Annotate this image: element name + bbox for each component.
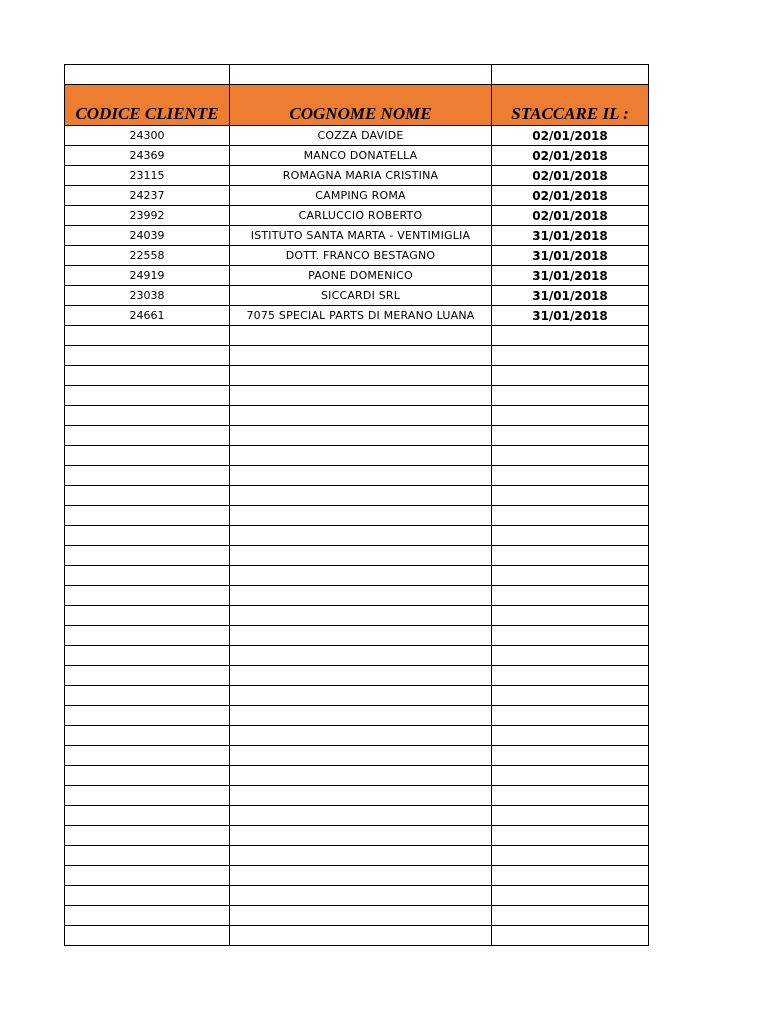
- cell[interactable]: [492, 326, 649, 346]
- cell[interactable]: [492, 366, 649, 386]
- cell[interactable]: [492, 586, 649, 606]
- cell[interactable]: [230, 806, 492, 826]
- cell[interactable]: [65, 326, 230, 346]
- cell[interactable]: [492, 386, 649, 406]
- empty-row: [65, 446, 649, 466]
- cell[interactable]: [230, 406, 492, 426]
- empty-row: [65, 406, 649, 426]
- empty-row: [65, 726, 649, 746]
- table-row: [65, 286, 649, 306]
- client-name-cell[interactable]: ISTITUTO SANTA MARTA - VENTIMIGLIA: [230, 226, 492, 246]
- cell[interactable]: [230, 426, 492, 446]
- cell[interactable]: [65, 826, 230, 846]
- cell[interactable]: [230, 65, 492, 85]
- blank-top-row: [65, 65, 649, 85]
- empty-row: [65, 906, 649, 926]
- cell[interactable]: [230, 386, 492, 406]
- cell[interactable]: [230, 906, 492, 926]
- cell[interactable]: [65, 626, 230, 646]
- empty-row: [65, 426, 649, 446]
- cell[interactable]: [65, 586, 230, 606]
- client-name-cell[interactable]: 7075 SPECIAL PARTS DI MERANO LUANA: [230, 306, 492, 326]
- cell[interactable]: [65, 646, 230, 666]
- cell[interactable]: [492, 346, 649, 366]
- cell[interactable]: [65, 546, 230, 566]
- client-name-cell[interactable]: ROMAGNA MARIA CRISTINA: [230, 166, 492, 186]
- cell[interactable]: [65, 926, 230, 946]
- spreadsheet: [64, 64, 649, 946]
- empty-row: [65, 566, 649, 586]
- empty-row: [65, 586, 649, 606]
- cell[interactable]: [65, 866, 230, 886]
- cell[interactable]: [65, 606, 230, 626]
- cell[interactable]: [65, 386, 230, 406]
- cell[interactable]: [65, 486, 230, 506]
- table-row: [65, 126, 649, 146]
- cell[interactable]: [65, 506, 230, 526]
- cell[interactable]: [492, 526, 649, 546]
- client-name-cell[interactable]: CARLUCCIO ROBERTO: [230, 206, 492, 226]
- cell[interactable]: [492, 466, 649, 486]
- cell[interactable]: [492, 646, 649, 666]
- cell[interactable]: [230, 866, 492, 886]
- cell[interactable]: [492, 726, 649, 746]
- empty-row: [65, 346, 649, 366]
- client-code-cell[interactable]: 24039: [65, 226, 230, 246]
- client-code-cell[interactable]: 24237: [65, 186, 230, 206]
- cell[interactable]: [65, 746, 230, 766]
- empty-row: [65, 926, 649, 946]
- client-name-cell[interactable]: MANCO DONATELLA: [230, 146, 492, 166]
- cell[interactable]: [230, 486, 492, 506]
- empty-row: [65, 606, 649, 626]
- cell[interactable]: [65, 446, 230, 466]
- header-staccare-il[interactable]: STACCARE IL :: [492, 85, 649, 126]
- cell[interactable]: [65, 686, 230, 706]
- cell[interactable]: [230, 566, 492, 586]
- cell[interactable]: [230, 726, 492, 746]
- table-row: [65, 186, 649, 206]
- cell[interactable]: [492, 866, 649, 886]
- cell[interactable]: [65, 526, 230, 546]
- table-row: [65, 226, 649, 246]
- table-row: [65, 166, 649, 186]
- cell[interactable]: [65, 346, 230, 366]
- client-code-cell[interactable]: 24661: [65, 306, 230, 326]
- cell[interactable]: [65, 65, 230, 85]
- cell[interactable]: [230, 666, 492, 686]
- table-row: [65, 246, 649, 266]
- cell[interactable]: [492, 786, 649, 806]
- cell[interactable]: [492, 846, 649, 866]
- cell[interactable]: [65, 406, 230, 426]
- cell[interactable]: [230, 606, 492, 626]
- cell[interactable]: [492, 926, 649, 946]
- cell[interactable]: [230, 446, 492, 466]
- cell[interactable]: [65, 806, 230, 826]
- cell[interactable]: [65, 906, 230, 926]
- cell[interactable]: [230, 886, 492, 906]
- cell[interactable]: [65, 726, 230, 746]
- cell[interactable]: [230, 626, 492, 646]
- detach-date-cell[interactable]: 02/01/2018: [492, 206, 649, 226]
- cell[interactable]: [492, 706, 649, 726]
- cell[interactable]: [230, 786, 492, 806]
- empty-row: [65, 486, 649, 506]
- cell[interactable]: [65, 766, 230, 786]
- cell[interactable]: [65, 786, 230, 806]
- cell[interactable]: [492, 446, 649, 466]
- cell[interactable]: [230, 746, 492, 766]
- empty-row: [65, 626, 649, 646]
- cell[interactable]: [230, 846, 492, 866]
- client-name-cell[interactable]: CAMPING ROMA: [230, 186, 492, 206]
- cell[interactable]: [230, 366, 492, 386]
- detach-date-cell[interactable]: 02/01/2018: [492, 146, 649, 166]
- cell[interactable]: [230, 506, 492, 526]
- empty-row: [65, 826, 649, 846]
- cell[interactable]: [492, 746, 649, 766]
- empty-row: [65, 686, 649, 706]
- cell[interactable]: [492, 406, 649, 426]
- cell[interactable]: [230, 466, 492, 486]
- client-name-cell[interactable]: DOTT. FRANCO BESTAGNO: [230, 246, 492, 266]
- cell[interactable]: [65, 666, 230, 686]
- cell[interactable]: [65, 886, 230, 906]
- empty-row: [65, 666, 649, 686]
- empty-row: [65, 866, 649, 886]
- client-code-cell[interactable]: 24919: [65, 266, 230, 286]
- empty-row: [65, 806, 649, 826]
- cell[interactable]: [65, 846, 230, 866]
- cell[interactable]: [230, 326, 492, 346]
- empty-row: [65, 766, 649, 786]
- cell[interactable]: [65, 426, 230, 446]
- empty-row: [65, 786, 649, 806]
- empty-row: [65, 366, 649, 386]
- cell[interactable]: [230, 766, 492, 786]
- detach-date-cell[interactable]: 31/01/2018: [492, 266, 649, 286]
- cell[interactable]: [492, 65, 649, 85]
- cell[interactable]: [492, 506, 649, 526]
- empty-row: [65, 886, 649, 906]
- detach-date-cell[interactable]: 31/01/2018: [492, 226, 649, 246]
- cell[interactable]: [230, 706, 492, 726]
- cell[interactable]: [65, 706, 230, 726]
- empty-row: [65, 466, 649, 486]
- cell[interactable]: [230, 686, 492, 706]
- client-code-cell[interactable]: 23038: [65, 286, 230, 306]
- header-row: [65, 85, 649, 126]
- detach-date-cell[interactable]: 02/01/2018: [492, 186, 649, 206]
- client-code-cell[interactable]: 23992: [65, 206, 230, 226]
- cell[interactable]: [492, 426, 649, 446]
- client-code-cell[interactable]: 24300: [65, 126, 230, 146]
- cell[interactable]: [492, 666, 649, 686]
- cell[interactable]: [492, 826, 649, 846]
- cell[interactable]: [230, 826, 492, 846]
- cell[interactable]: [230, 646, 492, 666]
- empty-row: [65, 546, 649, 566]
- cell[interactable]: [492, 486, 649, 506]
- cell[interactable]: [65, 366, 230, 386]
- empty-row: [65, 506, 649, 526]
- table-row: [65, 266, 649, 286]
- header-codice-cliente[interactable]: CODICE CLIENTE: [65, 85, 230, 126]
- cell[interactable]: [492, 886, 649, 906]
- detach-date-cell[interactable]: 02/01/2018: [492, 126, 649, 146]
- cell[interactable]: [492, 546, 649, 566]
- detach-date-cell[interactable]: 02/01/2018: [492, 166, 649, 186]
- empty-row: [65, 646, 649, 666]
- cell[interactable]: [492, 626, 649, 646]
- client-table: [64, 64, 649, 946]
- empty-row: [65, 706, 649, 726]
- empty-row: [65, 846, 649, 866]
- cell[interactable]: [492, 906, 649, 926]
- cell[interactable]: [65, 566, 230, 586]
- client-name-cell[interactable]: COZZA DAVIDE: [230, 126, 492, 146]
- cell[interactable]: [492, 686, 649, 706]
- detach-date-cell[interactable]: 31/01/2018: [492, 306, 649, 326]
- client-code-cell[interactable]: 23115: [65, 166, 230, 186]
- table-row: [65, 206, 649, 226]
- cell[interactable]: [492, 806, 649, 826]
- cell[interactable]: [230, 526, 492, 546]
- cell[interactable]: [492, 566, 649, 586]
- empty-row: [65, 526, 649, 546]
- header-cognome-nome[interactable]: COGNOME NOME: [230, 85, 492, 126]
- cell[interactable]: [230, 346, 492, 366]
- table-row: [65, 146, 649, 166]
- empty-row: [65, 746, 649, 766]
- cell[interactable]: [492, 766, 649, 786]
- cell[interactable]: [230, 546, 492, 566]
- cell[interactable]: [230, 586, 492, 606]
- cell[interactable]: [65, 466, 230, 486]
- client-name-cell[interactable]: SICCARDI SRL: [230, 286, 492, 306]
- empty-row: [65, 386, 649, 406]
- cell[interactable]: [492, 606, 649, 626]
- table-row: [65, 306, 649, 326]
- detach-date-cell[interactable]: 31/01/2018: [492, 246, 649, 266]
- empty-row: [65, 326, 649, 346]
- detach-date-cell[interactable]: 31/01/2018: [492, 286, 649, 306]
- cell[interactable]: [230, 926, 492, 946]
- client-code-cell[interactable]: 22558: [65, 246, 230, 266]
- client-code-cell[interactable]: 24369: [65, 146, 230, 166]
- client-name-cell[interactable]: PAONE DOMENICO: [230, 266, 492, 286]
